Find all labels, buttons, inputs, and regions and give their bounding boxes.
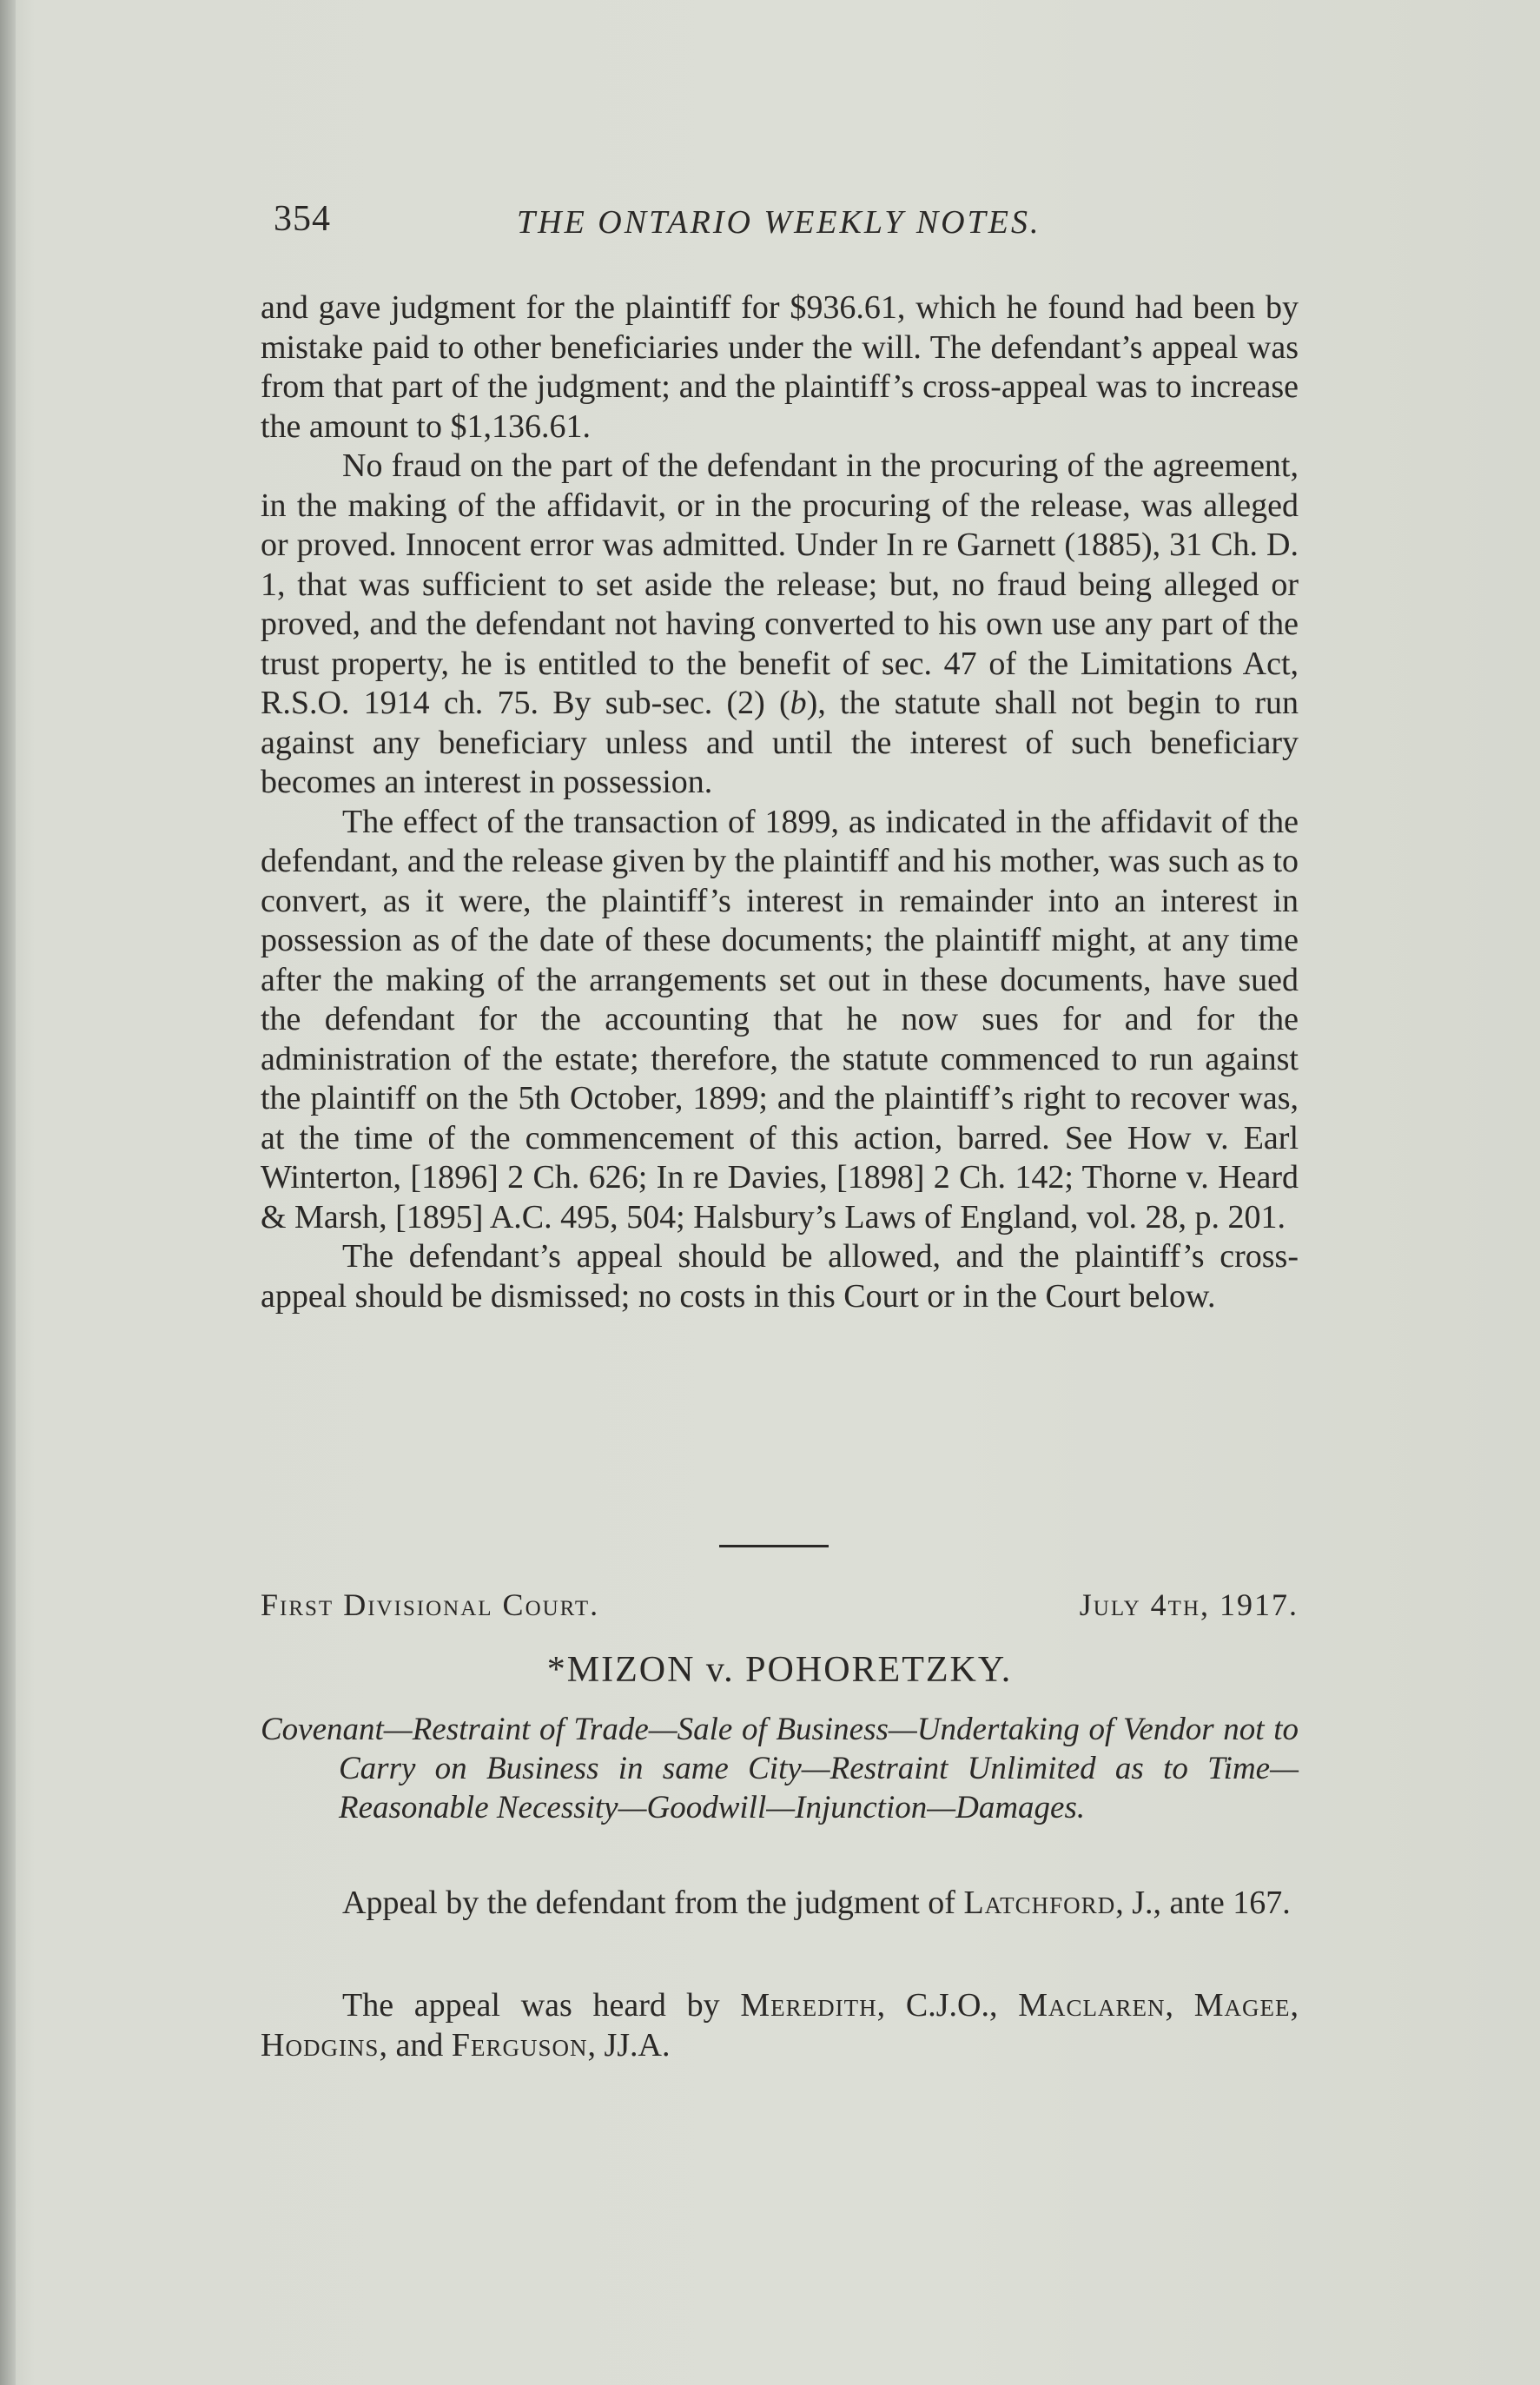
heard-end: , JJ.A. xyxy=(587,2026,671,2064)
court-name: First Divisional Court. xyxy=(261,1587,600,1622)
heard-text: The appeal was heard by xyxy=(342,1987,741,2024)
running-title: THE ONTARIO WEEKLY NOTES. xyxy=(517,204,1041,241)
paragraph-conclusion: The defendant’s appeal should be allowed, and the plaintiff’s cross-appeal should be dismissed; no costs in this Court or in the Court below. xyxy=(261,1238,1299,1315)
court-line xyxy=(261,1587,1299,1630)
appeal-text: Appeal by the defendant from the judgment of xyxy=(342,1885,964,1921)
appeal-text-end: , J., ante 167. xyxy=(1115,1885,1291,1921)
paragraph-fraud-italic: b xyxy=(790,685,807,721)
book-spine-shadow xyxy=(0,0,16,2385)
judgment-date: July 4th, 1917. xyxy=(1079,1587,1299,1622)
heard-judge-2: Maclaren xyxy=(1018,1987,1166,2024)
paragraph-fraud-part2: ), the statute shall not begin to run against any beneficiary unless and until the interest of such beneficiary becomes an interest in possession. xyxy=(261,685,1299,800)
heard-judge-5: Ferguson xyxy=(451,2026,588,2064)
appeal-judge: Latchford xyxy=(963,1885,1116,1921)
heard-sep-4: , and xyxy=(379,2026,452,2064)
heard-sep-3: , xyxy=(1290,1987,1299,2024)
heard-sep-2: , xyxy=(1165,1987,1194,2024)
paragraph-judgment: and gave judgment for the plaintiff for $936.61, which he found had been by mistake paid to other beneficiaries under the will. The defendant’s appeal was from that part of the judgment; and the plaintiff’s cross-appeal was to increase the amount to $1,136.61. xyxy=(261,289,1299,445)
heard-sep-1: , C.J.O., xyxy=(876,1987,1019,2024)
page-header xyxy=(274,198,1299,250)
heard-judge-4: Hodgins xyxy=(261,2026,380,2064)
paragraph-fraud xyxy=(261,447,1299,803)
heard-judge-1: Meredith xyxy=(740,1987,877,2024)
section-divider xyxy=(719,1545,829,1547)
catchwords: Covenant—Restraint of Trade—Sale of Business—Undertaking of Vendor not to Carry on Business in same City—Restraint Unlimited as to Time—Reasonable Necessity—Goodwill—Injunction—Damages. xyxy=(261,1712,1299,1825)
heard-judge-3: Magee xyxy=(1193,1987,1291,2024)
paragraph-fraud-part1: No fraud on the part of the defendant in the procuring of the agreement, in the making of the affidavit, or in the procuring of the release, was alleged or proved. Innocent error was admitted. Under In re Garnett (1885), 31 Ch. D. 1, that was sufficient to set aside the release; but, no fraud being alleged or proved, and the defendant not having converted to his own use any part of the trust property, he is entitled to the benefit of sec. 47 of the Limitations Act, R.S.O. 1914 ch. 75. By sub-sec. (2) ( xyxy=(261,447,1299,721)
body-text xyxy=(261,288,1299,1316)
page-number: 354 xyxy=(274,199,331,239)
case-title: *MIZON v. POHORETZKY. xyxy=(546,1650,1013,1690)
paragraph-heard xyxy=(261,1986,1299,2065)
paragraph-appeal xyxy=(261,1884,1299,1924)
paragraph-effect: The effect of the transaction of 1899, as indicated in the affidavit of the defendant, and the release given by the plaintiff and his mother, was such as to convert, as it were, the plaintiff’s interest in remainder into an interest in possession as of the date of these documents; the plaintiff might, at any time after the making of the arrangements set out in these documents, have sued the defendant for the accounting that he now sues for and for the administration of the estate; therefore, the statute commenced to run against the plaintiff on the 5th October, 1899; and the plaintiff’s right to recover was, at the time of the commencement of this action, barred. See How v. Earl Winterton, [1896] 2 Ch. 626; In re Davies, [1898] 2 Ch. 142; Thorne v. Heard & Marsh, [1895] A.C. 495, 504; Halsbury’s Laws of England, vol. 28, p. 201. xyxy=(261,803,1299,1236)
